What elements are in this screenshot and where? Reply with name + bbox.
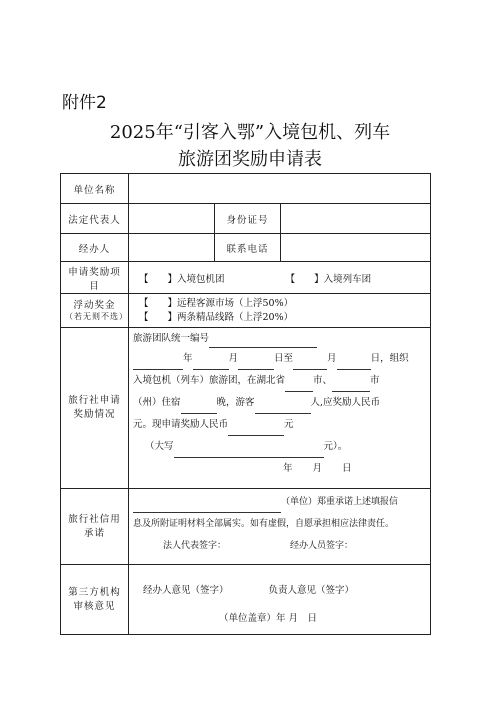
end-day-blank[interactable]	[337, 359, 371, 370]
handler-field[interactable]	[129, 234, 215, 262]
float-option-remote[interactable]	[139, 297, 426, 311]
attachment-label: 附件2	[62, 93, 107, 113]
unit-name-label: 单位名称	[61, 174, 129, 204]
leader-opinion-label: 负责人意见（签字）	[268, 584, 355, 596]
end-month-blank[interactable]	[293, 359, 327, 370]
commitment-content	[129, 489, 431, 565]
situation-label: 旅行社申请奖励情况	[61, 328, 129, 489]
form-title-line2: 旅游团奖励申请表	[178, 149, 322, 170]
capital-amount-open: （大写	[145, 441, 174, 452]
phone-label: 联系电话	[215, 234, 281, 262]
review-label: 第三方机构审核意见	[61, 565, 129, 635]
date-day-text: 日	[342, 463, 352, 474]
commitment-text-1: （单位）郑重承诺上述填报信	[281, 497, 399, 507]
handler-label: 经办人	[61, 234, 129, 262]
nights-text: 晚，游客	[216, 397, 255, 408]
capital-amount-close: 元）。	[323, 441, 348, 452]
floating-bonus-note: （若无则不选）	[65, 312, 128, 321]
yuan-text: 元	[284, 419, 294, 430]
date-month-text: 月	[312, 463, 323, 474]
application-form-table	[60, 173, 431, 635]
lodging-text: （州）住宿	[133, 397, 181, 408]
start-day-blank[interactable]	[238, 359, 274, 370]
year-text: 年	[183, 353, 193, 364]
team-number-label: 旅游团队统一编号	[133, 333, 210, 344]
award-option-charter[interactable]	[139, 274, 225, 285]
situation-content	[129, 328, 431, 489]
floating-bonus-cell	[61, 294, 129, 328]
award-project-options	[129, 262, 431, 294]
commit-unit-blank[interactable]	[133, 502, 281, 513]
float-option-routes-label: 两条精品线路（上浮20%）	[177, 311, 294, 323]
start-year-blank[interactable]	[133, 359, 183, 370]
seal-date-label: （单位盖章）年 月 日	[219, 612, 318, 624]
floating-bonus-row	[61, 294, 431, 328]
legal-rep-row	[61, 204, 431, 234]
legal-rep-label: 法定代表人	[61, 204, 129, 234]
date-year-text: 年	[283, 463, 293, 474]
review-content	[129, 565, 431, 635]
floating-bonus-options	[129, 294, 431, 328]
city-text: 市、	[313, 375, 333, 386]
award-option-charter-label: 入境包机团	[177, 273, 225, 285]
month-text: 月	[228, 353, 239, 364]
tourists-blank[interactable]	[255, 403, 311, 414]
situation-row	[61, 328, 431, 489]
apply-amount-text: 元。现申请奖励人民币	[133, 419, 229, 430]
commitment-text-2: 息及所附证明材料全部属实。如有虚假，自愿承担相应法律责任。	[133, 519, 395, 529]
commitment-label: 旅行社信用承诺	[61, 489, 129, 565]
float-option-remote-checkbox[interactable]: 【 】	[139, 297, 178, 309]
handler-signature-label: 经办人员签字：	[290, 541, 354, 551]
award-project-label: 申请奖励项目	[61, 262, 129, 294]
team-number-blank[interactable]	[209, 337, 317, 348]
award-option-train[interactable]	[286, 274, 372, 285]
day-organize-text: 日，组织	[370, 353, 409, 364]
id-number-field[interactable]	[281, 204, 431, 234]
city1-blank[interactable]	[285, 381, 313, 392]
apply-amount-blank[interactable]	[228, 425, 284, 436]
float-option-routes-checkbox[interactable]: 【 】	[139, 311, 178, 323]
float-option-routes[interactable]	[139, 311, 426, 325]
start-month-blank[interactable]	[193, 359, 229, 370]
floating-bonus-label: 浮动奖金	[73, 300, 116, 311]
unit-name-row	[61, 174, 431, 204]
legal-rep-signature-label: 法人代表签字：	[163, 541, 227, 551]
legal-rep-field[interactable]	[129, 204, 215, 234]
capital-amount-blank[interactable]	[174, 447, 324, 458]
city2-blank[interactable]	[332, 381, 370, 392]
award-option-charter-checkbox[interactable]: 【 】	[139, 273, 178, 285]
float-option-remote-label: 远程客源市场（上浮50%）	[177, 297, 294, 309]
review-row	[61, 565, 431, 635]
form-title-line1: 2025年“引客入鄂”入境包机、列车	[109, 122, 391, 143]
award-option-train-label: 入境列车团	[323, 273, 372, 285]
commitment-row	[61, 489, 431, 565]
city2-text: 市	[370, 375, 380, 386]
handler-opinion-label: 经办人意见（签字）	[143, 584, 229, 596]
day-to-text: 日至	[274, 353, 294, 364]
award-option-train-checkbox[interactable]: 【 】	[285, 273, 324, 285]
handler-row	[61, 234, 431, 262]
unit-name-field[interactable]	[129, 174, 431, 204]
month2-text: 月	[327, 353, 337, 364]
award-project-row	[61, 262, 431, 294]
nights-blank[interactable]	[181, 403, 217, 414]
tourists-text: 人,应奖励人民币	[310, 397, 381, 408]
phone-field[interactable]	[281, 234, 431, 262]
id-number-label: 身份证号	[215, 204, 281, 234]
hubei-text: 入境包机（列车）旅游团，在湖北省	[133, 375, 286, 386]
